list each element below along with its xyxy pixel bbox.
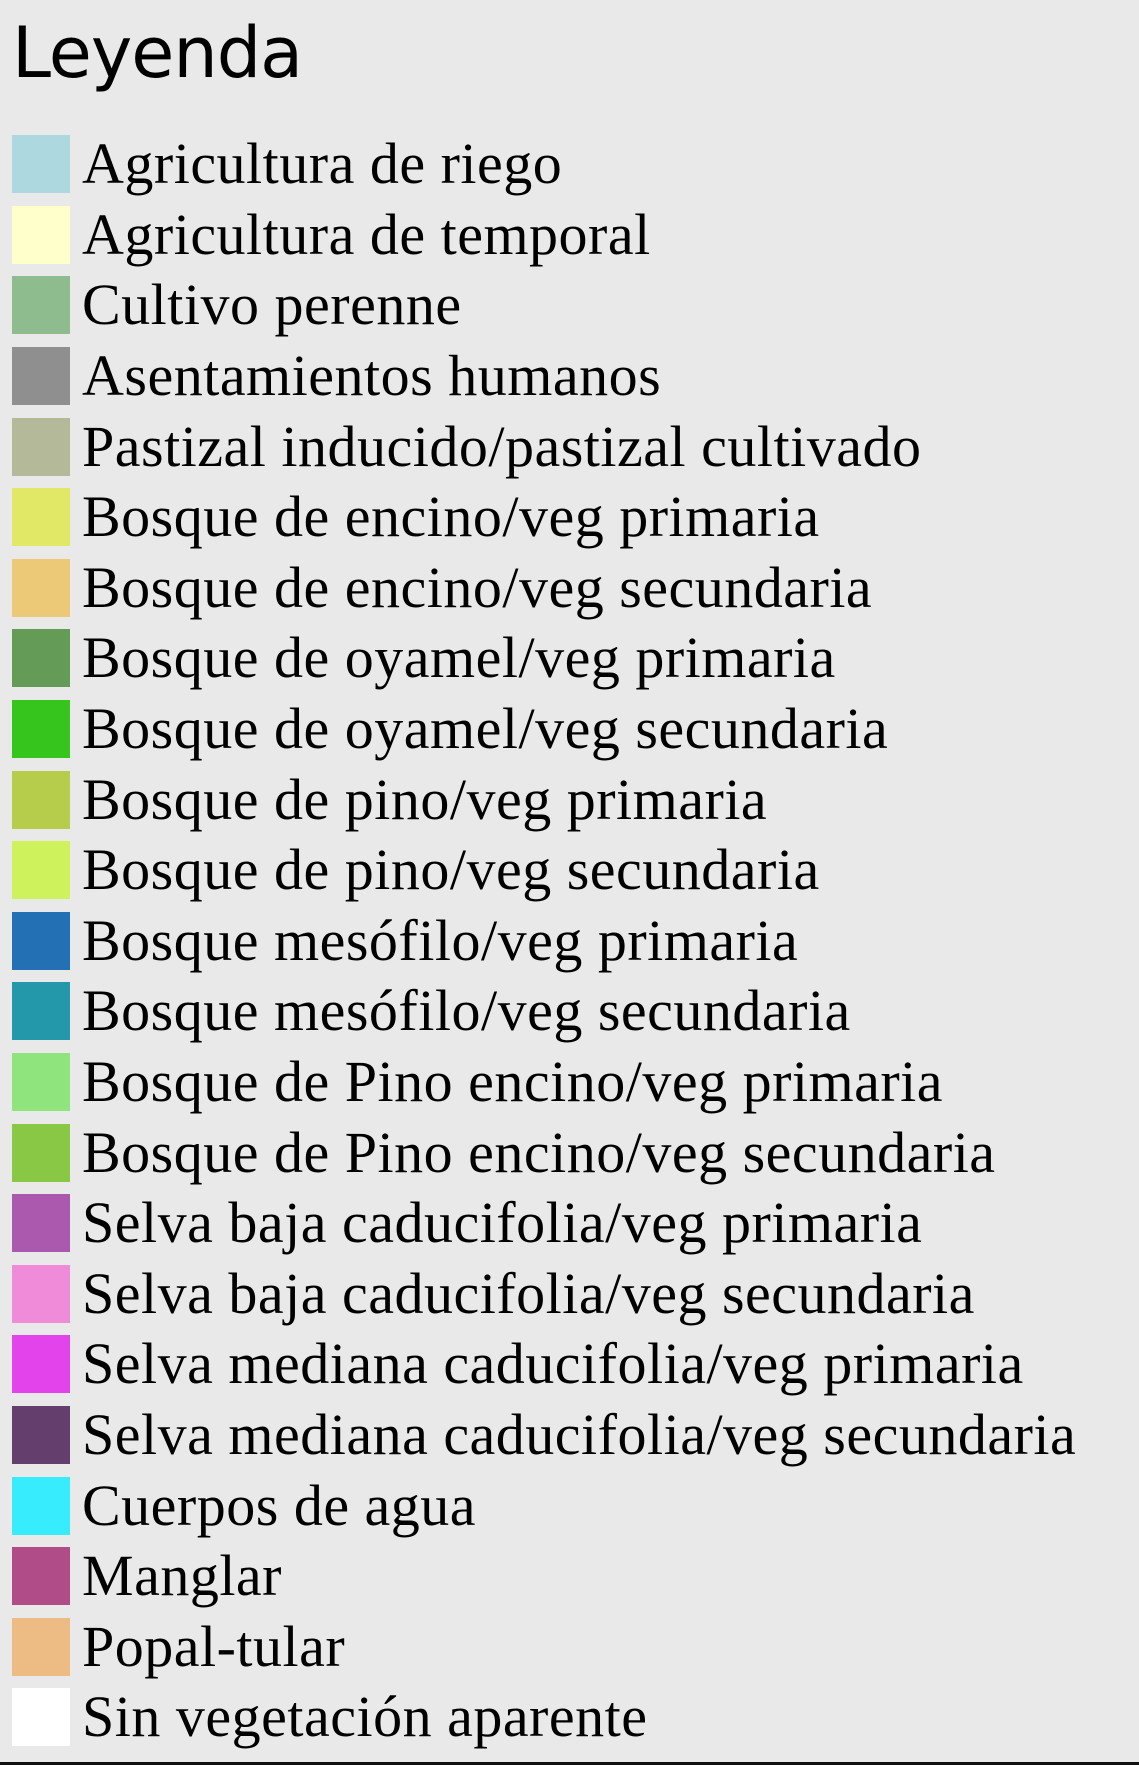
- legend-label: Agricultura de temporal: [82, 201, 651, 267]
- legend-label: Selva mediana caducifolia/veg secundaria: [82, 1401, 1077, 1467]
- legend-label: Pastizal inducido/pastizal cultivado: [82, 413, 922, 479]
- legend-item: [0, 1329, 1076, 1400]
- legend-swatch-icon: [12, 1688, 70, 1746]
- legend-label: Sin vegetación aparente: [82, 1684, 648, 1750]
- legend-item: [0, 553, 1076, 624]
- legend-label: Cultivo perenne: [82, 272, 462, 338]
- legend-item: [0, 1188, 1076, 1259]
- legend-label: Asentamientos humanos: [82, 343, 662, 409]
- legend-swatch-icon: [12, 559, 70, 617]
- legend-swatch-icon: [12, 418, 70, 476]
- legend-label: Manglar: [82, 1543, 282, 1609]
- legend-item: [0, 270, 1076, 341]
- legend-label: Bosque de Pino encino/veg secundaria: [82, 1119, 996, 1185]
- legend-item: [0, 1400, 1076, 1471]
- legend-label: Bosque mesófilo/veg primaria: [82, 907, 799, 973]
- legend-swatch-icon: [12, 276, 70, 334]
- legend-label: Bosque mesófilo/veg secundaria: [82, 978, 851, 1044]
- legend-swatch-icon: [12, 1406, 70, 1464]
- legend-item: [0, 1117, 1076, 1188]
- legend-label: Bosque de pino/veg primaria: [82, 766, 768, 832]
- legend-label: Popal-tular: [82, 1613, 346, 1679]
- legend-label: Bosque de pino/veg secundaria: [82, 837, 820, 903]
- legend-label: Bosque de encino/veg primaria: [82, 484, 820, 550]
- legend-item: [0, 411, 1076, 482]
- legend-swatch-icon: [12, 629, 70, 687]
- legend-item: [0, 694, 1076, 765]
- legend-swatch-icon: [12, 1265, 70, 1323]
- legend-item: [0, 1047, 1076, 1118]
- legend-item: [0, 764, 1076, 835]
- legend-item: [0, 976, 1076, 1047]
- legend-list: [0, 129, 1076, 1753]
- legend-swatch-icon: [12, 700, 70, 758]
- legend-swatch-icon: [12, 1547, 70, 1605]
- legend-swatch-icon: [12, 1053, 70, 1111]
- legend-swatch-icon: [12, 206, 70, 264]
- legend-swatch-icon: [12, 771, 70, 829]
- legend-label: Selva baja caducifolia/veg secundaria: [82, 1260, 975, 1326]
- legend-item: [0, 482, 1076, 553]
- legend-item: [0, 835, 1076, 906]
- legend-swatch-icon: [12, 982, 70, 1040]
- legend-label: Bosque de encino/veg secundaria: [82, 554, 873, 620]
- legend-swatch-icon: [12, 135, 70, 193]
- legend-swatch-icon: [12, 841, 70, 899]
- legend-swatch-icon: [12, 1335, 70, 1393]
- legend-item: [0, 906, 1076, 977]
- legend-item: [0, 1611, 1076, 1682]
- legend-item: [0, 623, 1076, 694]
- legend-swatch-icon: [12, 912, 70, 970]
- legend-label: Selva mediana caducifolia/veg primaria: [82, 1331, 1024, 1397]
- legend-swatch-icon: [12, 1477, 70, 1535]
- legend-item: [0, 1682, 1076, 1753]
- legend-item: [0, 1541, 1076, 1612]
- legend-swatch-icon: [12, 488, 70, 546]
- legend-item: [0, 1470, 1076, 1541]
- legend-item: [0, 129, 1076, 200]
- legend-label: Agricultura de riego: [82, 131, 563, 197]
- legend-item: [0, 341, 1076, 412]
- legend-label: Bosque de oyamel/veg secundaria: [82, 696, 889, 762]
- legend-swatch-icon: [12, 1194, 70, 1252]
- legend-label: Bosque de oyamel/veg primaria: [82, 625, 836, 691]
- legend-label: Selva baja caducifolia/veg primaria: [82, 1190, 923, 1256]
- legend-label: Cuerpos de agua: [82, 1472, 477, 1538]
- legend-swatch-icon: [12, 1124, 70, 1182]
- legend-swatch-icon: [12, 1618, 70, 1676]
- legend-item: [0, 1259, 1076, 1330]
- legend-item: [0, 200, 1076, 271]
- legend-title: Leyenda: [12, 12, 303, 94]
- legend-swatch-icon: [12, 347, 70, 405]
- legend-label: Bosque de Pino encino/veg primaria: [82, 1049, 944, 1115]
